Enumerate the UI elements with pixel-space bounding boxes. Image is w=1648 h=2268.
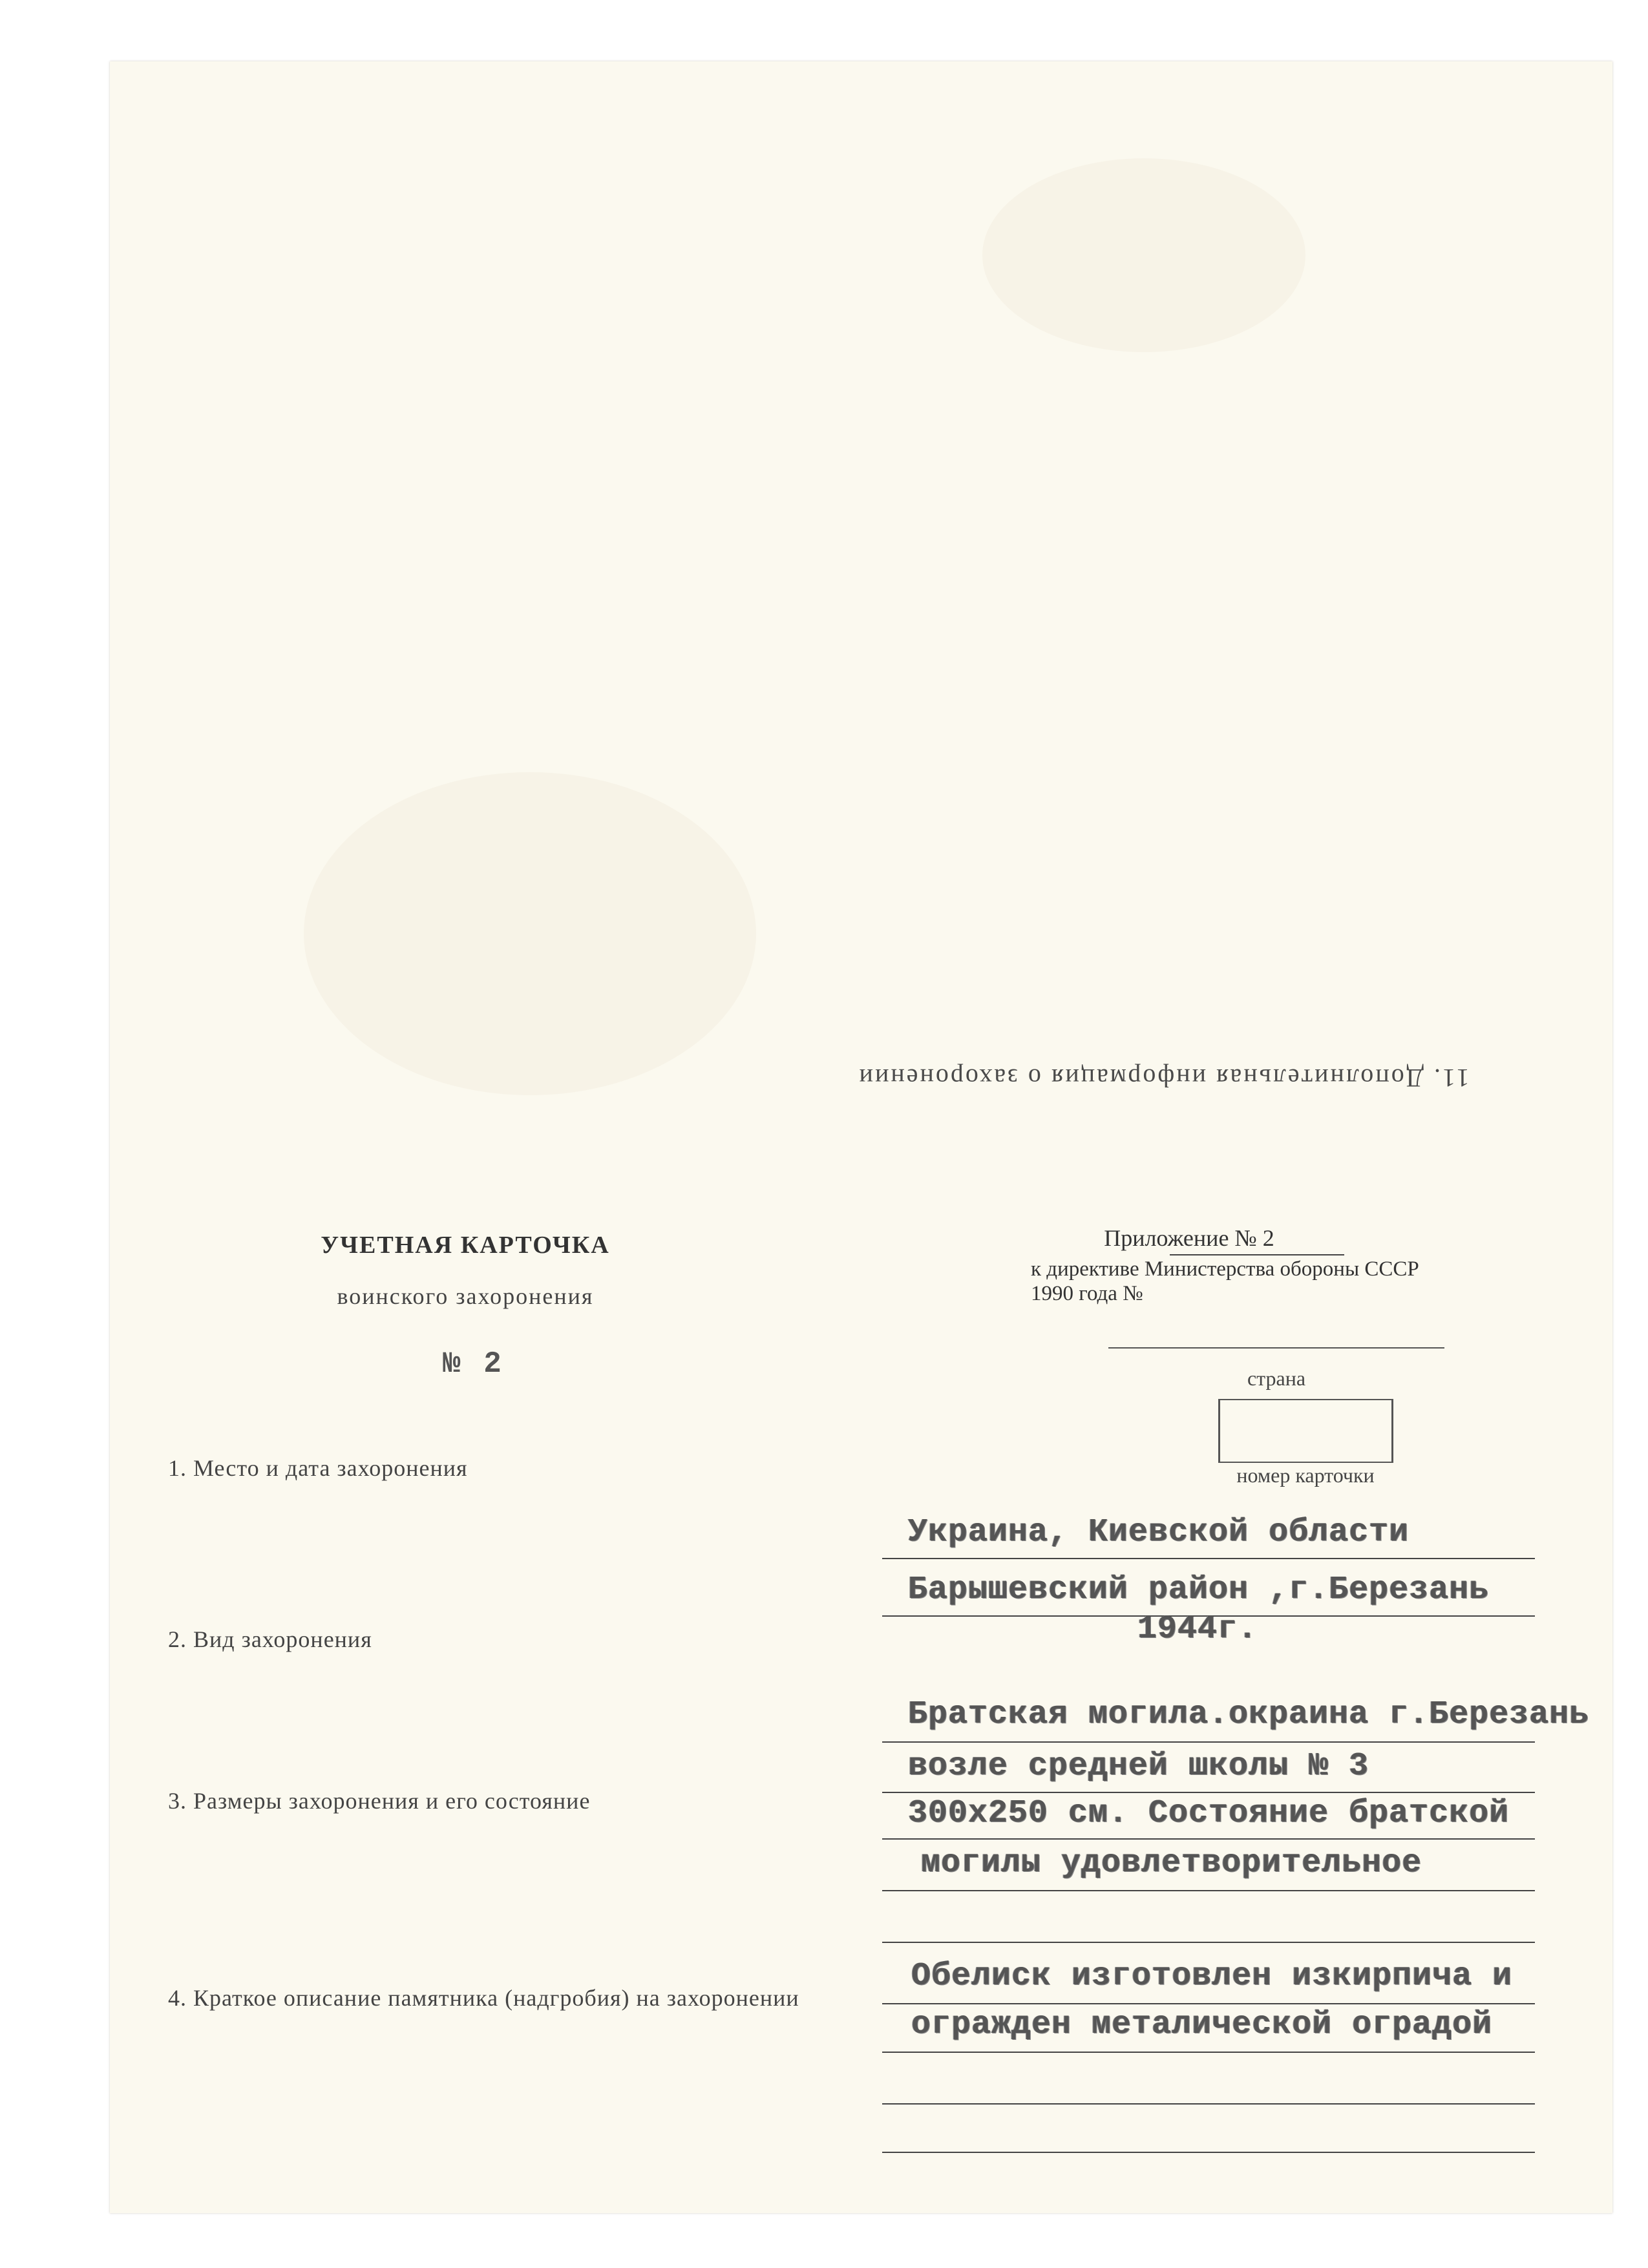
typed-line-4: Братская могила.окраина г.Березань	[908, 1696, 1590, 1733]
typed-line-2: Барышевский район ,г.Березань	[908, 1571, 1490, 1608]
form-line	[882, 1942, 1535, 1943]
country-label: страна	[1247, 1367, 1306, 1390]
typed-line-9: огражден металической оградой	[911, 2006, 1493, 2043]
appendix-title: Приложение № 2	[1104, 1225, 1274, 1251]
typed-line-1: Украина, Киевской области	[908, 1514, 1410, 1551]
field-label-monument-description: 4. Краткое описание памятника (надгробия) на захоронении	[168, 1985, 799, 2011]
typed-line-6: 300х250 см. Состояние братской	[908, 1795, 1510, 1832]
form-line	[882, 1558, 1535, 1559]
paper-stain	[982, 158, 1305, 352]
card-title: УЧЕТНАЯ КАРТОЧКА	[321, 1232, 610, 1259]
form-line	[882, 1890, 1535, 1891]
form-line	[882, 1838, 1535, 1840]
typed-line-5: возле средней школы № 3	[908, 1748, 1369, 1785]
form-line	[882, 1792, 1535, 1793]
appendix-line-1: к директиве Министерства обороны СССР	[1031, 1257, 1419, 1281]
field-label-place-date: 1. Место и дата захоронения	[168, 1455, 468, 1481]
country-field-line	[1108, 1347, 1444, 1349]
form-line	[882, 2152, 1535, 2153]
card-number: № 2	[443, 1347, 504, 1381]
appendix-directive	[1031, 1257, 1535, 1306]
form-line	[882, 2103, 1535, 2105]
typed-line-7: могилы удовлетворительное	[921, 1845, 1422, 1882]
appendix-underline	[1170, 1254, 1344, 1255]
field-label-burial-type: 2. Вид захоронения	[168, 1626, 372, 1652]
additional-info-heading-upside-down: 11. Дополнительная информация о захоронении	[857, 1064, 1470, 1093]
card-subtitle: воинского захоронения	[337, 1283, 594, 1309]
card-number-label: номер карточки	[1236, 1464, 1375, 1487]
card-number-box	[1218, 1399, 1393, 1463]
typed-line-8: Обелиск изготовлен изкирпича и	[911, 1958, 1513, 1995]
form-line	[882, 1741, 1535, 1743]
typed-line-3: 1944г.	[1137, 1611, 1258, 1648]
form-line	[882, 2003, 1535, 2004]
record-card-sheet	[110, 61, 1612, 2213]
appendix-line-2: 1990 года №	[1031, 1282, 1143, 1305]
form-line	[882, 2052, 1535, 2053]
field-label-size-condition: 3. Размеры захоронения и его состояние	[168, 1788, 591, 1814]
paper-stain	[304, 772, 756, 1095]
